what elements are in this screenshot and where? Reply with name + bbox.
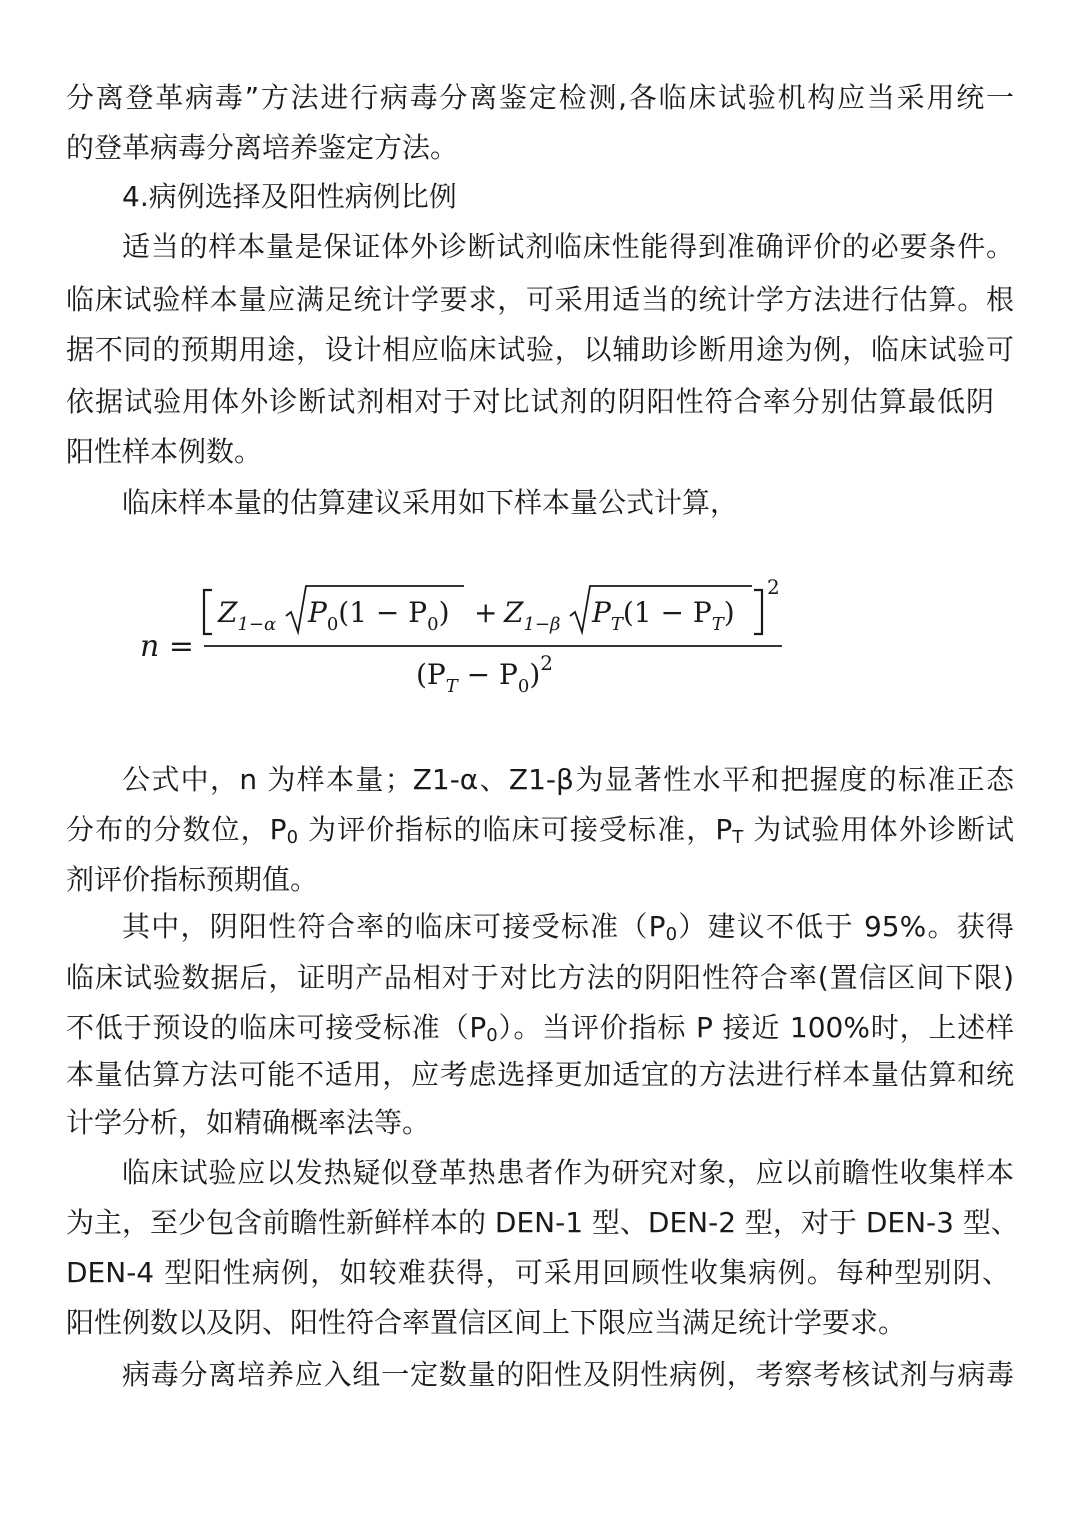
formula-z-beta: $Z_{1-\beta}$ [504,596,561,635]
formula-sqrt-1: $P_0(1 - P_0)$ [308,596,450,635]
paragraph-2-line-2: 临床试验样本量应满足统计学要求，可采用适当的统计学方法进行估算。根 [66,283,1014,316]
paragraph-6-line-3: DEN-4 型阳性病例，如较难获得，可采用回顾性收集病例。每种型别阴、 [66,1256,1010,1289]
paragraph-5-line-2: 临床试验数据后，证明产品相对于对比方法的阴阳性符合率(置信区间下限) [66,961,1014,994]
formula-denominator: $(P_T - P_0)^2$ [416,651,554,697]
paragraph-1-line-1: 分离登革病毒”方法进行病毒分离鉴定检测,各临床试验机构应当采用统一 [66,81,1014,114]
paragraph-6-line-1: 临床试验应以发热疑似登革热患者作为研究对象，应以前瞻性收集样本 [122,1156,1014,1189]
paragraph-2-line-4: 依据试验用体外诊断试剂相对于对比试剂的阴阳性符合率分别估算最低阴 [66,385,994,418]
formula-sqrt-2: $P_T(1 - P_T)$ [592,596,735,635]
paragraph-2-line-5: 阳性样本例数。 [66,435,263,468]
formula-lhs: n = [140,629,194,664]
paragraph-4-line-1: 公式中，n 为样本量；Z1-α、Z1-β为显著性水平和把握度的标准正态 [122,763,1014,796]
formula-left-bracket [204,590,212,634]
sample-size-formula [140,572,790,702]
formula-numerator: $Z_{1-\alpha}$ [218,596,277,635]
paragraph-7-line-1: 病毒分离培养应入组一定数量的阳性及阴性病例，考察考核试剂与病毒 [122,1358,1014,1391]
paragraph-5-line-1: 其中，阴阳性符合率的临床可接受标准$(P_0)$建议不低于 95%。获得 [122,910,1015,945]
paragraph-5-line-3: 不低于预设的临床可接受标准$(P_0)$。当评价指标 P 接近 100%时，上述样 [66,1011,1015,1046]
paragraph-4-line-3: 剂评价指标预期值。 [66,863,319,896]
paragraph-3-line-1: 临床样本量的估算建议采用如下样本量公式计算， [122,486,739,519]
section-heading: 4.病例选择及阳性病例比例 [122,180,457,213]
paragraph-2-line-3: 据不同的预期用途，设计相应临床试验，以辅助诊断用途为例，临床试验可 [66,333,1014,366]
formula-right-bracket [754,590,762,634]
paragraph-1-line-2: 的登革病毒分离培养鉴定方法。 [66,131,459,164]
paragraph-6-line-2: 为主，至少包含前瞻性新鲜样本的 DEN-1 型、DEN-2 型，对于 DEN-3 型、 [66,1206,1019,1239]
paragraph-5-line-5: 计学分析，如精确概率法等。 [66,1106,431,1139]
paragraph-5-line-4: 本量估算方法可能不适用，应考虑选择更加适宜的方法进行样本量估算和统 [66,1058,1014,1091]
paragraph-2-line-1: 适当的样本量是保证体外诊断试剂临床性能得到准确评价的必要条件。 [122,230,1014,263]
formula-plus: + [474,596,498,629]
paragraph-4-line-2: 分布的分数位，$P_0$ 为评价指标的临床可接受标准，$P_T$ 为试验用体外诊断试 [66,813,1014,848]
formula-exponent: 2 [767,575,780,599]
paragraph-6-line-4: 阳性例数以及阴、阳性符合率置信区间上下限应当满足统计学要求。 [66,1306,907,1339]
